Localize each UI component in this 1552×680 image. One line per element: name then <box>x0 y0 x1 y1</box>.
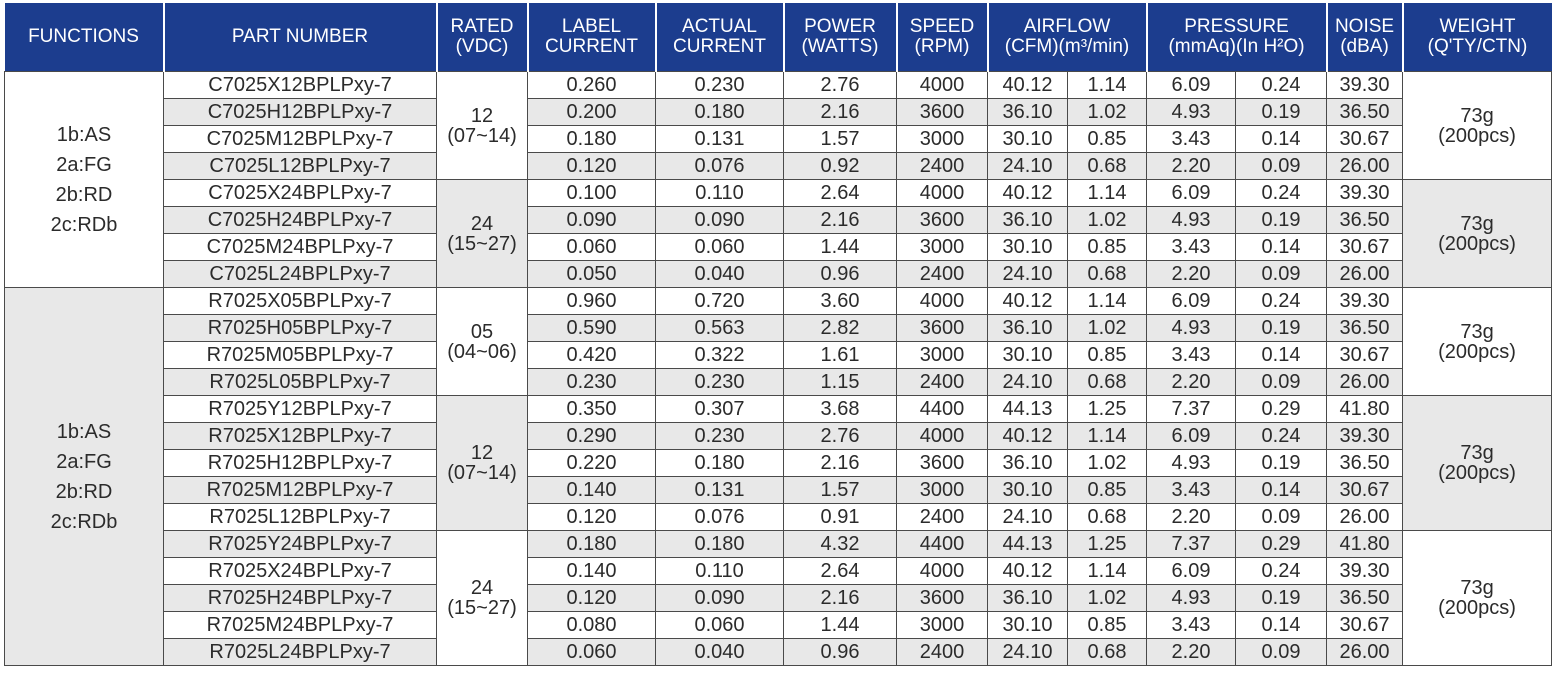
power-watts-cell: 0.96 <box>784 261 897 288</box>
pressure-mmaq-cell: 4.93 <box>1147 450 1236 477</box>
speed-rpm-cell: 4000 <box>897 180 988 207</box>
airflow-m3min-cell: 1.14 <box>1068 423 1147 450</box>
pressure-mmaq-cell: 3.43 <box>1147 126 1236 153</box>
table-row <box>5 450 1552 477</box>
pressure-mmaq-cell: 6.09 <box>1147 288 1236 315</box>
airflow-cfm-cell: 24.10 <box>988 639 1068 666</box>
noise-dba-cell: 36.50 <box>1327 450 1403 477</box>
cell-line: (200pcs) <box>1438 597 1516 619</box>
airflow-cfm-cell: 24.10 <box>988 153 1068 180</box>
pressure-mmaq-cell: 7.37 <box>1147 396 1236 423</box>
label-current-cell: 0.960 <box>528 288 656 315</box>
rated-vdc-cell <box>437 396 528 531</box>
part-number-cell: R7025H05BPLPxy-7 <box>164 315 437 342</box>
cell-line: (200pcs) <box>1438 462 1516 484</box>
power-watts-cell: 3.60 <box>784 288 897 315</box>
pressure-mmaq-cell: 2.20 <box>1147 369 1236 396</box>
airflow-cfm-cell: 44.13 <box>988 396 1068 423</box>
part-number-cell: R7025H24BPLPxy-7 <box>164 585 437 612</box>
airflow-m3min-cell: 0.68 <box>1068 261 1147 288</box>
airflow-cfm-cell: 30.10 <box>988 342 1068 369</box>
cell-line: 24 <box>470 577 494 599</box>
label-current-cell: 0.420 <box>528 342 656 369</box>
airflow-m3min-cell: 0.85 <box>1068 612 1147 639</box>
label-current-cell: 0.120 <box>528 585 656 612</box>
cell-line: 1b:AS <box>56 123 112 146</box>
actual-current-cell: 0.090 <box>656 207 784 234</box>
label-current-cell: 0.120 <box>528 153 656 180</box>
actual-current-cell: 0.307 <box>656 396 784 423</box>
label-current-cell: 0.140 <box>528 558 656 585</box>
actual-current-cell: 0.131 <box>656 126 784 153</box>
speed-rpm-cell: 2400 <box>897 639 988 666</box>
label-current-cell: 0.120 <box>528 504 656 531</box>
pressure-inh2o-cell: 0.14 <box>1236 612 1327 639</box>
part-number-cell: C7025H12BPLPxy-7 <box>164 99 437 126</box>
power-watts-cell: 2.64 <box>784 180 897 207</box>
airflow-cfm-cell: 36.10 <box>988 99 1068 126</box>
noise-dba-cell: 30.67 <box>1327 234 1403 261</box>
pressure-inh2o-cell: 0.09 <box>1236 261 1327 288</box>
part-number-cell: R7025L24BPLPxy-7 <box>164 639 437 666</box>
power-watts-cell: 1.15 <box>784 369 897 396</box>
table-row <box>5 531 1552 558</box>
actual-current-cell: 0.180 <box>656 531 784 558</box>
airflow-cfm-cell: 36.10 <box>988 315 1068 342</box>
noise-dba-cell: 26.00 <box>1327 369 1403 396</box>
pressure-inh2o-cell: 0.14 <box>1236 342 1327 369</box>
airflow-cfm-cell: 40.12 <box>988 72 1068 99</box>
power-watts-cell: 0.91 <box>784 504 897 531</box>
cell-line: 73g <box>1460 577 1494 599</box>
noise-dba-cell: 41.80 <box>1327 396 1403 423</box>
label-current-cell: 0.230 <box>528 369 656 396</box>
table-body <box>5 72 1552 666</box>
speed-rpm-cell: 4000 <box>897 72 988 99</box>
table-row <box>5 153 1552 180</box>
actual-current-cell: 0.040 <box>656 261 784 288</box>
rated-vdc-cell <box>437 180 528 288</box>
label-current-cell: 0.200 <box>528 99 656 126</box>
label-current-cell: 0.100 <box>528 180 656 207</box>
speed-rpm-cell: 3600 <box>897 207 988 234</box>
speed-rpm-cell: 3600 <box>897 585 988 612</box>
pressure-inh2o-cell: 0.24 <box>1236 288 1327 315</box>
speed-rpm-cell: 3000 <box>897 477 988 504</box>
fan-spec-table <box>4 3 1552 666</box>
power-watts-cell: 2.76 <box>784 72 897 99</box>
rated-vdc-cell <box>437 72 528 180</box>
airflow-m3min-cell: 1.14 <box>1068 558 1147 585</box>
actual-current-cell: 0.131 <box>656 477 784 504</box>
noise-dba-cell: 26.00 <box>1327 153 1403 180</box>
cell-line: 73g <box>1460 104 1494 127</box>
pressure-inh2o-cell: 0.09 <box>1236 369 1327 396</box>
power-watts-cell: 1.61 <box>784 342 897 369</box>
cell-line: 12 <box>470 104 494 127</box>
pressure-inh2o-cell: 0.19 <box>1236 99 1327 126</box>
actual-current-cell: 0.230 <box>656 423 784 450</box>
part-number-cell: C7025L24BPLPxy-7 <box>164 261 437 288</box>
cell-line: 2c:RDb <box>50 213 118 236</box>
airflow-m3min-cell: 0.85 <box>1068 234 1147 261</box>
airflow-m3min-cell: 1.14 <box>1068 72 1147 99</box>
cell-line: 73g <box>1460 442 1494 464</box>
actual-current-cell: 0.720 <box>656 288 784 315</box>
airflow-m3min-cell: 1.02 <box>1068 99 1147 126</box>
label-current-cell: 0.290 <box>528 423 656 450</box>
airflow-m3min-cell: 1.14 <box>1068 180 1147 207</box>
airflow-m3min-cell: 1.14 <box>1068 288 1147 315</box>
airflow-cfm-cell: 24.10 <box>988 504 1068 531</box>
noise-dba-cell: 26.00 <box>1327 261 1403 288</box>
label-current-cell: 0.590 <box>528 315 656 342</box>
label-current-cell: 0.050 <box>528 261 656 288</box>
airflow-cfm-cell: 40.12 <box>988 180 1068 207</box>
actual-current-cell: 0.230 <box>656 72 784 99</box>
header-airflow: AIRFLOW (CFM)(m³/min) <box>988 3 1147 72</box>
table-row <box>5 396 1552 423</box>
cell-line: 12 <box>470 442 494 464</box>
table-row <box>5 342 1552 369</box>
actual-current-cell: 0.180 <box>656 99 784 126</box>
power-watts-cell: 2.64 <box>784 558 897 585</box>
header-speed: SPEED (RPM) <box>897 3 988 72</box>
weight-cell <box>1403 180 1552 288</box>
airflow-m3min-cell: 0.85 <box>1068 342 1147 369</box>
noise-dba-cell: 36.50 <box>1327 207 1403 234</box>
cell-line: 2b:RD <box>55 183 113 206</box>
speed-rpm-cell: 4000 <box>897 288 988 315</box>
label-current-cell: 0.090 <box>528 207 656 234</box>
cell-line: 2a:FG <box>56 153 112 176</box>
airflow-m3min-cell: 0.68 <box>1068 369 1147 396</box>
power-watts-cell: 4.32 <box>784 531 897 558</box>
part-number-cell: C7025H24BPLPxy-7 <box>164 207 437 234</box>
pressure-inh2o-cell: 0.29 <box>1236 531 1327 558</box>
part-number-cell: C7025X12BPLPxy-7 <box>164 72 437 99</box>
table-row <box>5 315 1552 342</box>
noise-dba-cell: 30.67 <box>1327 612 1403 639</box>
pressure-mmaq-cell: 2.20 <box>1147 639 1236 666</box>
power-watts-cell: 1.44 <box>784 234 897 261</box>
airflow-m3min-cell: 1.25 <box>1068 531 1147 558</box>
power-watts-cell: 2.16 <box>784 207 897 234</box>
label-current-cell: 0.180 <box>528 531 656 558</box>
cell-line: (04~06) <box>447 340 517 363</box>
weight-cell <box>1403 531 1552 666</box>
noise-dba-cell: 39.30 <box>1327 558 1403 585</box>
airflow-m3min-cell: 1.02 <box>1068 450 1147 477</box>
actual-current-cell: 0.076 <box>656 504 784 531</box>
cell-line: 2a:FG <box>56 450 112 473</box>
label-current-cell: 0.080 <box>528 612 656 639</box>
speed-rpm-cell: 4400 <box>897 396 988 423</box>
label-current-cell: 0.060 <box>528 234 656 261</box>
cell-line: 1b:AS <box>56 420 112 443</box>
rated-vdc-cell <box>437 288 528 396</box>
airflow-cfm-cell: 36.10 <box>988 207 1068 234</box>
part-number-cell: R7025H12BPLPxy-7 <box>164 450 437 477</box>
pressure-mmaq-cell: 6.09 <box>1147 423 1236 450</box>
table-row <box>5 639 1552 666</box>
label-current-cell: 0.260 <box>528 72 656 99</box>
weight-cell <box>1403 72 1552 180</box>
noise-dba-cell: 36.50 <box>1327 99 1403 126</box>
airflow-cfm-cell: 30.10 <box>988 126 1068 153</box>
table-row <box>5 126 1552 153</box>
pressure-inh2o-cell: 0.24 <box>1236 180 1327 207</box>
pressure-mmaq-cell: 6.09 <box>1147 180 1236 207</box>
part-number-cell: R7025X24BPLPxy-7 <box>164 558 437 585</box>
part-number-cell: R7025Y12BPLPxy-7 <box>164 396 437 423</box>
cell-line: 05 <box>470 320 494 343</box>
pressure-inh2o-cell: 0.09 <box>1236 639 1327 666</box>
cell-line: 24 <box>470 212 494 235</box>
speed-rpm-cell: 4000 <box>897 423 988 450</box>
pressure-mmaq-cell: 3.43 <box>1147 612 1236 639</box>
airflow-cfm-cell: 30.10 <box>988 234 1068 261</box>
pressure-mmaq-cell: 3.43 <box>1147 342 1236 369</box>
part-number-cell: R7025X05BPLPxy-7 <box>164 288 437 315</box>
table-row <box>5 423 1552 450</box>
part-number-cell: C7025L12BPLPxy-7 <box>164 153 437 180</box>
pressure-inh2o-cell: 0.14 <box>1236 234 1327 261</box>
airflow-m3min-cell: 0.85 <box>1068 126 1147 153</box>
part-number-cell: R7025M12BPLPxy-7 <box>164 477 437 504</box>
speed-rpm-cell: 2400 <box>897 261 988 288</box>
cell-line: (200pcs) <box>1438 124 1516 147</box>
pressure-mmaq-cell: 3.43 <box>1147 234 1236 261</box>
pressure-inh2o-cell: 0.09 <box>1236 504 1327 531</box>
pressure-inh2o-cell: 0.29 <box>1236 396 1327 423</box>
table-header <box>5 3 1552 72</box>
airflow-cfm-cell: 36.10 <box>988 585 1068 612</box>
pressure-mmaq-cell: 4.93 <box>1147 99 1236 126</box>
cell-line: 2b:RD <box>55 480 113 503</box>
speed-rpm-cell: 2400 <box>897 369 988 396</box>
actual-current-cell: 0.060 <box>656 234 784 261</box>
airflow-m3min-cell: 1.02 <box>1068 585 1147 612</box>
speed-rpm-cell: 3600 <box>897 315 988 342</box>
cell-line: (07~14) <box>447 124 517 147</box>
noise-dba-cell: 26.00 <box>1327 639 1403 666</box>
header-row <box>5 3 1552 72</box>
airflow-m3min-cell: 0.85 <box>1068 477 1147 504</box>
header-noise: NOISE (dBA) <box>1327 3 1403 72</box>
table-row <box>5 207 1552 234</box>
pressure-inh2o-cell: 0.24 <box>1236 423 1327 450</box>
speed-rpm-cell: 3600 <box>897 99 988 126</box>
table-row <box>5 585 1552 612</box>
power-watts-cell: 1.57 <box>784 126 897 153</box>
header-actual-current: ACTUAL CURRENT <box>656 3 784 72</box>
noise-dba-cell: 39.30 <box>1327 72 1403 99</box>
cell-line: (200pcs) <box>1438 232 1516 255</box>
part-number-cell: C7025M12BPLPxy-7 <box>164 126 437 153</box>
table-row <box>5 234 1552 261</box>
power-watts-cell: 2.16 <box>784 99 897 126</box>
speed-rpm-cell: 2400 <box>897 504 988 531</box>
airflow-m3min-cell: 0.68 <box>1068 639 1147 666</box>
cell-line: 73g <box>1460 212 1494 235</box>
speed-rpm-cell: 4400 <box>897 531 988 558</box>
cell-line: 2c:RDb <box>50 510 118 533</box>
actual-current-cell: 0.110 <box>656 180 784 207</box>
header-pressure: PRESSURE (mmAq)(In H²O) <box>1147 3 1327 72</box>
part-number-cell: R7025M05BPLPxy-7 <box>164 342 437 369</box>
pressure-mmaq-cell: 6.09 <box>1147 558 1236 585</box>
pressure-inh2o-cell: 0.19 <box>1236 450 1327 477</box>
pressure-mmaq-cell: 7.37 <box>1147 531 1236 558</box>
airflow-cfm-cell: 36.10 <box>988 450 1068 477</box>
power-watts-cell: 2.76 <box>784 423 897 450</box>
power-watts-cell: 0.92 <box>784 153 897 180</box>
table-row <box>5 99 1552 126</box>
speed-rpm-cell: 4000 <box>897 558 988 585</box>
airflow-cfm-cell: 30.10 <box>988 477 1068 504</box>
table-row <box>5 180 1552 207</box>
pressure-inh2o-cell: 0.14 <box>1236 126 1327 153</box>
label-current-cell: 0.350 <box>528 396 656 423</box>
cell-line: (15~27) <box>447 597 517 619</box>
speed-rpm-cell: 2400 <box>897 153 988 180</box>
pressure-mmaq-cell: 3.43 <box>1147 477 1236 504</box>
label-current-cell: 0.220 <box>528 450 656 477</box>
airflow-cfm-cell: 40.12 <box>988 423 1068 450</box>
power-watts-cell: 3.68 <box>784 396 897 423</box>
power-watts-cell: 1.57 <box>784 477 897 504</box>
pressure-mmaq-cell: 4.93 <box>1147 315 1236 342</box>
functions-cell <box>5 288 164 666</box>
airflow-cfm-cell: 44.13 <box>988 531 1068 558</box>
actual-current-cell: 0.040 <box>656 639 784 666</box>
airflow-m3min-cell: 0.68 <box>1068 153 1147 180</box>
functions-cell <box>5 72 164 288</box>
cell-line: (07~14) <box>447 462 517 484</box>
pressure-inh2o-cell: 0.24 <box>1236 558 1327 585</box>
airflow-m3min-cell: 0.68 <box>1068 504 1147 531</box>
pressure-mmaq-cell: 2.20 <box>1147 261 1236 288</box>
power-watts-cell: 1.44 <box>784 612 897 639</box>
power-watts-cell: 2.82 <box>784 315 897 342</box>
part-number-cell: R7025M24BPLPxy-7 <box>164 612 437 639</box>
label-current-cell: 0.140 <box>528 477 656 504</box>
header-weight: WEIGHT (Q'TY/CTN) <box>1403 3 1552 72</box>
label-current-cell: 0.180 <box>528 126 656 153</box>
pressure-mmaq-cell: 4.93 <box>1147 585 1236 612</box>
header-part-number: PART NUMBER <box>164 3 437 72</box>
table-row <box>5 369 1552 396</box>
table-row <box>5 612 1552 639</box>
power-watts-cell: 2.16 <box>784 585 897 612</box>
airflow-cfm-cell: 40.12 <box>988 558 1068 585</box>
cell-line: (15~27) <box>447 232 517 255</box>
part-number-cell: C7025X24BPLPxy-7 <box>164 180 437 207</box>
airflow-cfm-cell: 24.10 <box>988 261 1068 288</box>
actual-current-cell: 0.076 <box>656 153 784 180</box>
part-number-cell: R7025Y24BPLPxy-7 <box>164 531 437 558</box>
noise-dba-cell: 39.30 <box>1327 423 1403 450</box>
airflow-m3min-cell: 1.02 <box>1068 207 1147 234</box>
cell-line: 73g <box>1460 320 1494 343</box>
table-row <box>5 261 1552 288</box>
pressure-mmaq-cell: 2.20 <box>1147 153 1236 180</box>
table-row <box>5 288 1552 315</box>
header-label-current: LABEL CURRENT <box>528 3 656 72</box>
airflow-cfm-cell: 40.12 <box>988 288 1068 315</box>
label-current-cell: 0.060 <box>528 639 656 666</box>
noise-dba-cell: 30.67 <box>1327 342 1403 369</box>
power-watts-cell: 0.96 <box>784 639 897 666</box>
noise-dba-cell: 36.50 <box>1327 585 1403 612</box>
cell-line: (200pcs) <box>1438 340 1516 363</box>
table-row <box>5 504 1552 531</box>
pressure-mmaq-cell: 2.20 <box>1147 504 1236 531</box>
table-row <box>5 558 1552 585</box>
part-number-cell: R7025L12BPLPxy-7 <box>164 504 437 531</box>
noise-dba-cell: 41.80 <box>1327 531 1403 558</box>
noise-dba-cell: 39.30 <box>1327 288 1403 315</box>
pressure-inh2o-cell: 0.19 <box>1236 585 1327 612</box>
noise-dba-cell: 26.00 <box>1327 504 1403 531</box>
pressure-inh2o-cell: 0.09 <box>1236 153 1327 180</box>
noise-dba-cell: 36.50 <box>1327 315 1403 342</box>
actual-current-cell: 0.180 <box>656 450 784 477</box>
speed-rpm-cell: 3600 <box>897 450 988 477</box>
actual-current-cell: 0.110 <box>656 558 784 585</box>
part-number-cell: R7025X12BPLPxy-7 <box>164 423 437 450</box>
noise-dba-cell: 39.30 <box>1327 180 1403 207</box>
actual-current-cell: 0.060 <box>656 612 784 639</box>
header-power: POWER (WATTS) <box>784 3 897 72</box>
airflow-m3min-cell: 1.25 <box>1068 396 1147 423</box>
table-row <box>5 72 1552 99</box>
actual-current-cell: 0.090 <box>656 585 784 612</box>
weight-cell <box>1403 396 1552 531</box>
airflow-cfm-cell: 24.10 <box>988 369 1068 396</box>
part-number-cell: C7025M24BPLPxy-7 <box>164 234 437 261</box>
pressure-inh2o-cell: 0.19 <box>1236 315 1327 342</box>
weight-cell <box>1403 288 1552 396</box>
pressure-inh2o-cell: 0.14 <box>1236 477 1327 504</box>
noise-dba-cell: 30.67 <box>1327 126 1403 153</box>
actual-current-cell: 0.322 <box>656 342 784 369</box>
speed-rpm-cell: 3000 <box>897 612 988 639</box>
speed-rpm-cell: 3000 <box>897 126 988 153</box>
airflow-cfm-cell: 30.10 <box>988 612 1068 639</box>
part-number-cell: R7025L05BPLPxy-7 <box>164 369 437 396</box>
rated-vdc-cell <box>437 531 528 666</box>
pressure-inh2o-cell: 0.19 <box>1236 207 1327 234</box>
actual-current-cell: 0.230 <box>656 369 784 396</box>
airflow-m3min-cell: 1.02 <box>1068 315 1147 342</box>
pressure-mmaq-cell: 4.93 <box>1147 207 1236 234</box>
table-row <box>5 477 1552 504</box>
actual-current-cell: 0.563 <box>656 315 784 342</box>
header-functions: FUNCTIONS <box>5 3 164 72</box>
speed-rpm-cell: 3000 <box>897 234 988 261</box>
noise-dba-cell: 30.67 <box>1327 477 1403 504</box>
header-rated-vdc: RATED (VDC) <box>437 3 528 72</box>
pressure-inh2o-cell: 0.24 <box>1236 72 1327 99</box>
power-watts-cell: 2.16 <box>784 450 897 477</box>
speed-rpm-cell: 3000 <box>897 342 988 369</box>
pressure-mmaq-cell: 6.09 <box>1147 72 1236 99</box>
